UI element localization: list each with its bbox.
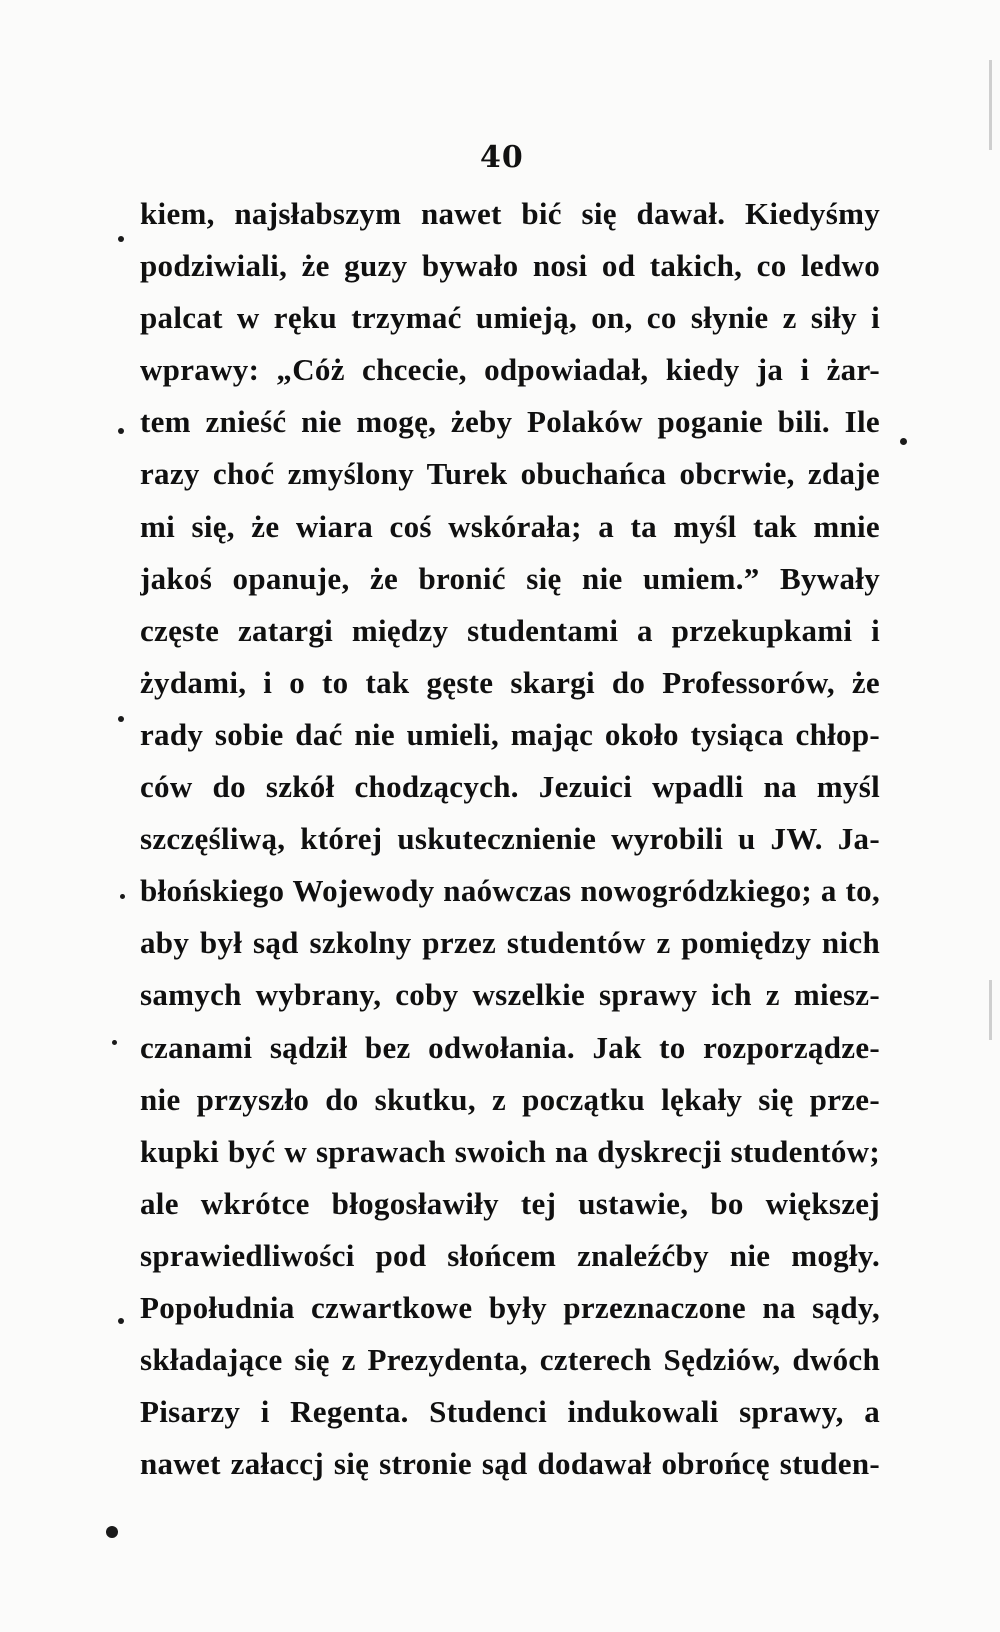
text-line: jakoś opanuje, że bronić się nie umiem.” Bywały <box>140 560 880 596</box>
scan-speck <box>120 894 125 899</box>
text-line: szczęśliwą, której uskutecznienie wyrobili u JW. Ja- <box>140 821 880 857</box>
scan-speck <box>106 1526 118 1538</box>
text-line: składające się z Prezydenta, czterech Sędziów, dwóch <box>140 1342 880 1378</box>
text-line: ale wkrótce błogosławiły tej ustawie, bo większej <box>140 1185 880 1221</box>
text-line: błońskiego Wojewody naówczas nowogródzkiego; a to, <box>140 873 880 909</box>
text-line: czanami sądził bez odwołania. Jak to rozporządze- <box>140 1029 880 1065</box>
text-line: samych wybrany, coby wszelkie sprawy ich z miesz- <box>140 977 880 1013</box>
text-line: mi się, że wiara coś wskórała; a ta myśl tak mnie <box>140 508 880 544</box>
text-line: tem znieść nie mogę, żeby Polaków poganie bili. Ile <box>140 404 880 440</box>
text-line: nie przyszło do skutku, z początku lękały się prze- <box>140 1081 880 1117</box>
text-line: razy choć zmyślony Turek obuchańca obcrwie, zdaje <box>140 456 880 492</box>
text-line: kiem, najsłabszym nawet bić się dawał. Kiedyśmy <box>140 196 880 231</box>
scan-edge-mark <box>989 60 992 150</box>
scan-speck <box>118 1318 124 1324</box>
text-line: palcat w ręku trzymać umieją, on, co słynie z siły i <box>140 300 880 336</box>
text-line: sprawiedliwości pod słońcem znaleźćby nie mogły. <box>140 1237 880 1273</box>
text-line: żydami, i o to tak gęste skargi do Professorów, że <box>140 664 880 700</box>
text-line: Popołudnia czwartkowe były przeznaczone na sądy, <box>140 1289 880 1325</box>
text-line: kupki być w sprawach swoich na dyskrecji studentów; <box>140 1133 880 1169</box>
scan-edge-mark <box>989 980 992 1040</box>
body-text <box>140 188 880 1490</box>
text-line: podziwiali, że guzy bywało nosi od takich, co ledwo <box>140 248 880 284</box>
scan-speck <box>900 438 907 445</box>
text-line: nawet załaccj się stronie sąd dodawał obrońcę studen- <box>140 1446 880 1482</box>
text-line: wprawy: „Cóż chcecie, odpowiadał, kiedy ja i żar- <box>140 352 880 388</box>
text-line: aby był sąd szkolny przez studentów z pomiędzy nich <box>140 925 880 961</box>
scan-speck <box>118 716 124 722</box>
scan-speck <box>118 236 124 242</box>
text-line: Pisarzy i Regenta. Studenci indukowali sprawy, a <box>140 1394 880 1430</box>
text-line: częste zatargi między studentami a przekupkami i <box>140 612 880 648</box>
text-line: ców do szkół chodzących. Jezuici wpadli na myśl <box>140 769 880 805</box>
scan-speck <box>118 428 124 434</box>
text-line: rady sobie dać nie umieli, mając około tysiąca chłop- <box>140 716 880 752</box>
page-number: 40 <box>480 140 524 175</box>
scan-speck <box>112 1040 117 1045</box>
